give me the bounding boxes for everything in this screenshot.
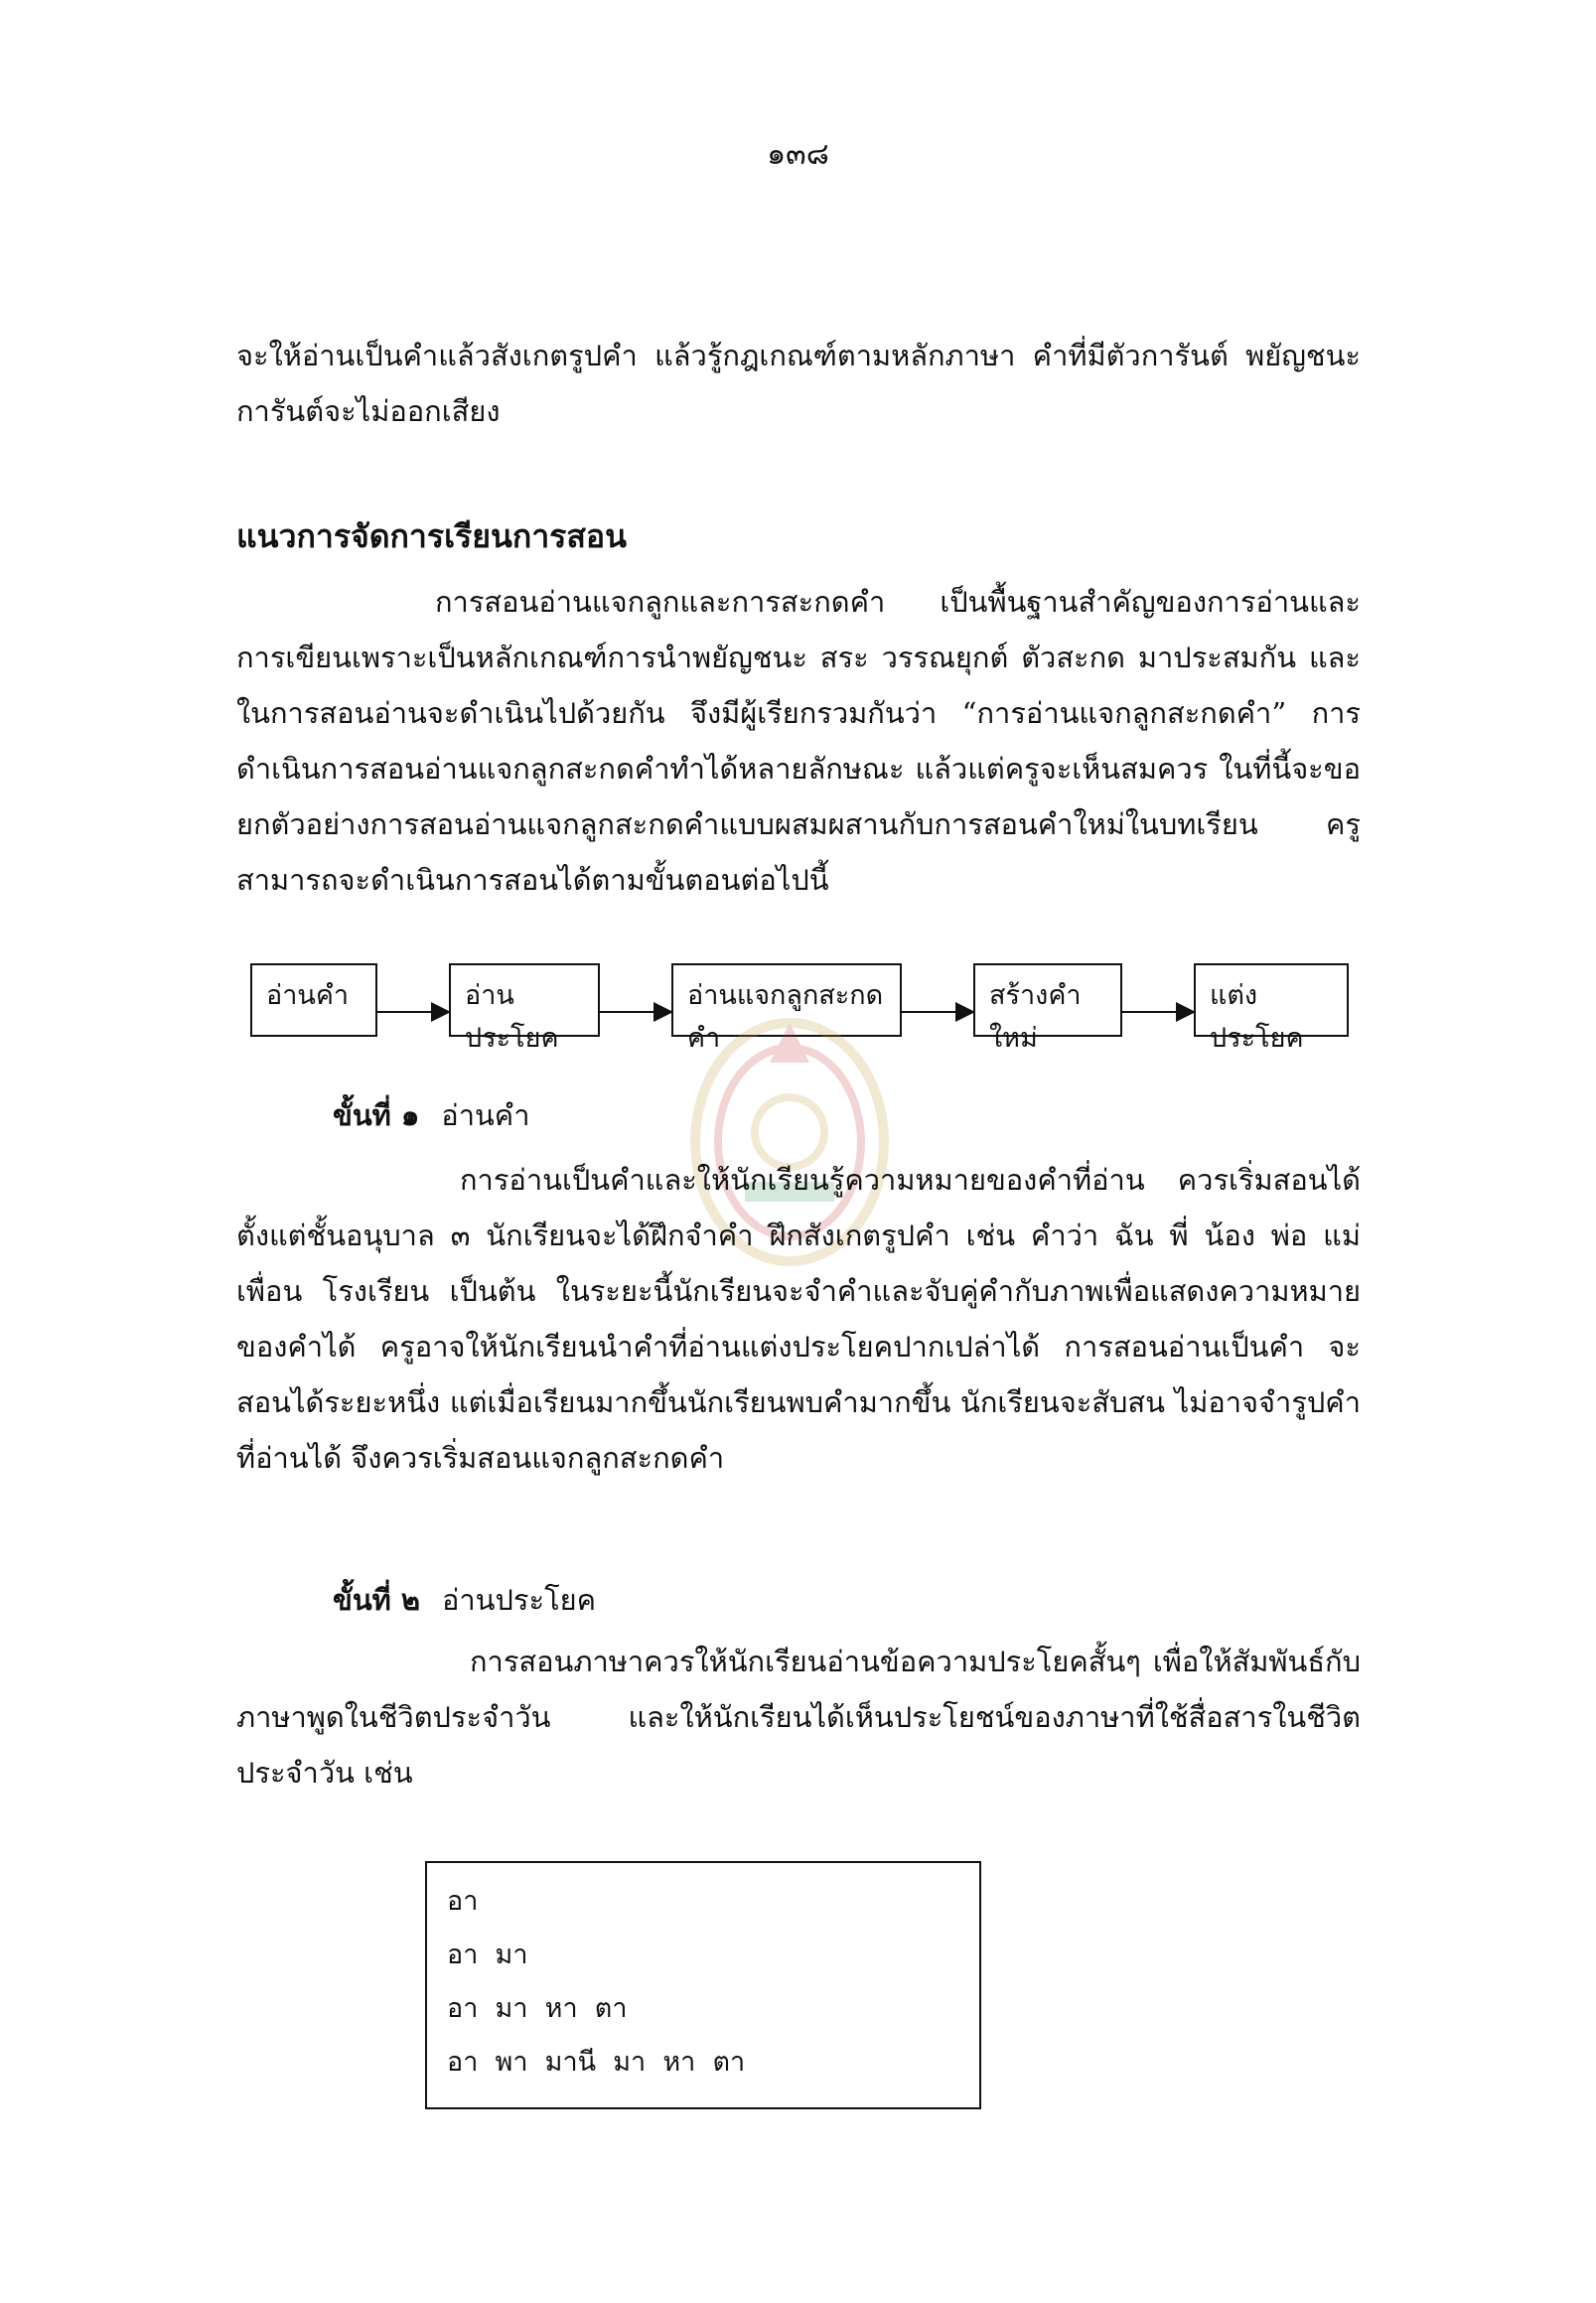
section-paragraph-text: การสอนอ่านแจกลูกและการสะกดคำ เป็นพื้นฐานสำคัญของการอ่านและการเขียนเพราะเป็นหลักเกณฑ์การนำพยัญชนะ สระ วรรณยุกต์ ตัวสะกด มาประสมกัน และในการสอนอ่านจะดำเนินไปด้วยกัน จึงมีผู้เรียกรวมกันว่า “การอ่านแจกลูกสะกดคำ” การดำเนินการสอนอ่านแจกลูกสะกดคำทำได้หลายลักษณะ แล้วแต่ครูจะเห็นสมควร ในที่นี้จะขอยกตัวอย่างการสอนอ่านแจกลูกสะกดคำแบบผสมผสานกับการสอนคำใหม่ในบทเรียน ครูสามารถจะดำเนินการสอนได้ตามขั้นตอนต่อไปนี้ [236, 585, 1361, 897]
step1-paragraph [236, 1152, 1361, 1486]
step1-paragraph-text: การอ่านเป็นคำและให้นักเรียนรู้ความหมายของคำที่อ่าน ควรเริ่มสอนได้ตั้งแต่ชั้นอนุบาล ๓ นักเรียนจะได้ฝึกจำคำ ฝึกสังเกตรูปคำ เช่น คำว่า ฉัน พี่ น้อง พ่อ แม่ เพื่อน โรงเรียน เป็นต้น ในระยะนี้นักเรียนจะจำคำและจับคู่คำกับภาพเพื่อแสดงความหมายของคำได้ ครูอาจให้นักเรียนนำคำที่อ่านแต่งประโยคปากเปล่าได้ การสอนอ่านเป็นคำ จะสอนได้ระยะหนึ่ง แต่เมื่อเรียนมากขึ้นนักเรียนพบคำมากขึ้น นักเรียนจะสับสน ไม่อาจจำรูปคำที่อ่านได้ จึงควรเริ่มสอนแจกลูกสะกดคำ [236, 1163, 1361, 1475]
flow-step-compose-sentence: แต่งประโยค [1194, 963, 1349, 1037]
step1-heading [333, 1092, 530, 1138]
example-line: อา มา หา ตา [447, 1993, 628, 2024]
flow-step-spelling: อ่านแจกลูกสะกดคำ [671, 963, 902, 1037]
section-paragraph [236, 574, 1361, 908]
step2-title: อ่านประโยค [441, 1583, 597, 1617]
flow-step-read-word: อ่านคำ [250, 963, 377, 1037]
flow-step-read-sentence: อ่านประโยค [449, 963, 600, 1037]
example-line: อา [447, 1886, 479, 1917]
step2-heading [333, 1577, 596, 1623]
flow-arrow [1122, 1011, 1194, 1013]
flow-arrow [377, 1011, 449, 1013]
page-number: ๑๓๘ [767, 137, 829, 172]
step1-label: ขั้นที่ ๑ [333, 1098, 420, 1132]
example-box [425, 1861, 981, 2109]
section-heading: แนวการจัดการเรียนการสอน [236, 517, 627, 555]
step1-title: อ่านคำ [441, 1098, 530, 1132]
step2-paragraph [236, 1634, 1361, 1800]
step2-paragraph-text: การสอนภาษาควรให้นักเรียนอ่านข้อความประโยคสั้นๆ เพื่อให้สัมพันธ์กับภาษาพูดในชีวิตประจำวัน และให้นักเรียนได้เห็นประโยชน์ของภาษาที่ใช้สื่อสารในชีวิตประจำวัน เช่น [236, 1645, 1361, 1790]
flow-step-new-word: สร้างคำใหม่ [973, 963, 1122, 1037]
step2-label: ขั้นที่ ๒ [333, 1583, 420, 1617]
flow-arrow [902, 1011, 973, 1013]
example-line: อา พา มานี มา หา ตา [447, 2047, 746, 2078]
flow-arrow [600, 1011, 671, 1013]
intro-paragraph: จะให้อ่านเป็นคำแล้วสังเกตรูปคำ แล้วรู้กฎเกณฑ์ตามหลักภาษา คำที่มีตัวการันต์ พยัญชนะการันต์จะไม่ออกเสียง [236, 339, 1361, 428]
example-line: อา มา [447, 1940, 528, 1970]
